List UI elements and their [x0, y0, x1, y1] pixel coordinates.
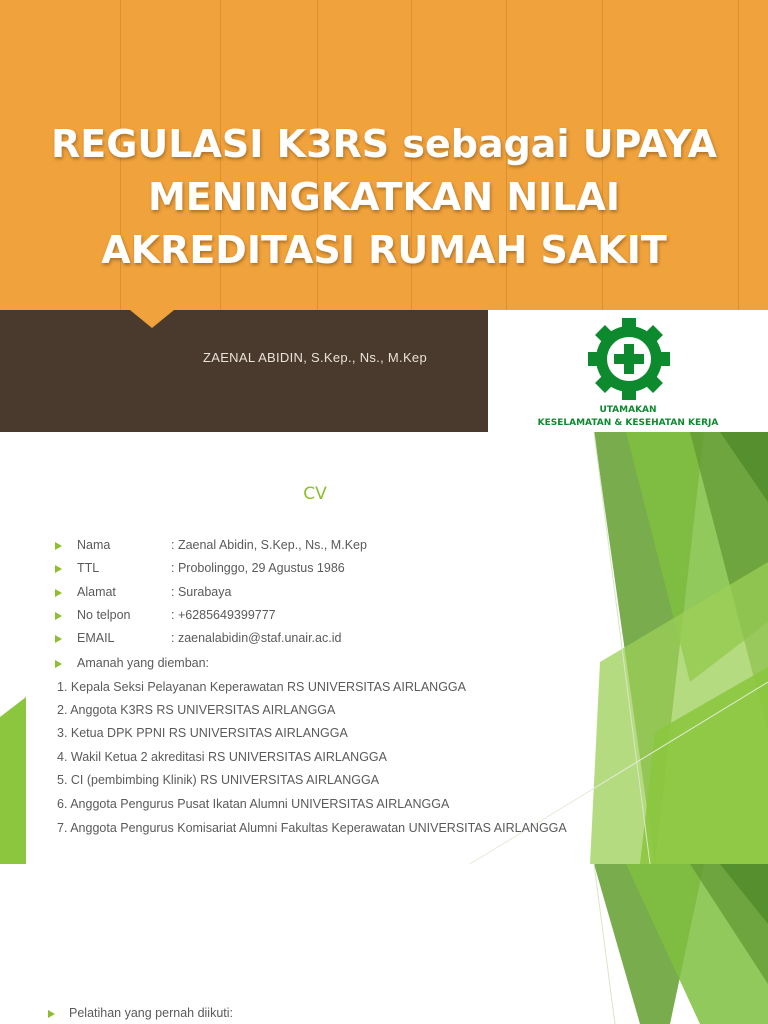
amanah-label: Amanah yang diemban: — [77, 656, 210, 670]
bullet-arrow-icon — [55, 589, 62, 597]
title-line: MENINGKATKAN NILAI — [147, 175, 621, 219]
author-band — [0, 310, 488, 432]
field-value: : Surabaya — [171, 585, 232, 599]
logo-caption-line1: UTAMAKAN — [599, 405, 657, 415]
logo-caption-line2: KESELAMATAN & KESEHATAN KERJA — [537, 418, 719, 428]
amanah-item: 7. Anggota Pengurus Komisariat Alumni Fakultas Keperawatan UNIVERSITAS AIRLANGGA — [57, 821, 567, 835]
k3-gear-cross-icon — [583, 318, 675, 400]
bullet-arrow-icon — [55, 660, 62, 668]
training-slide — [0, 864, 768, 1024]
decorative-green-triangles — [0, 864, 768, 1024]
title-line: AKREDITASI RUMAH SAKIT — [101, 228, 667, 272]
bullet-arrow-icon — [55, 635, 62, 643]
bullet-arrow-icon — [55, 612, 62, 620]
amanah-item: 5. CI (pembimbing Klinik) RS UNIVERSITAS AIRLANGGA — [57, 773, 380, 787]
cv-field-row — [0, 561, 600, 577]
bullet-arrow-icon — [55, 542, 62, 550]
title-slide — [0, 0, 768, 432]
band-notch — [130, 310, 174, 328]
field-label: TTL — [77, 561, 100, 575]
bullet-arrow-icon — [48, 1010, 55, 1018]
amanah-row — [0, 656, 600, 672]
cv-details — [0, 432, 768, 864]
field-label: Alamat — [77, 585, 116, 599]
field-label: Nama — [77, 538, 111, 552]
amanah-item: 2. Anggota K3RS RS UNIVERSITAS AIRLANGGA — [57, 703, 336, 717]
field-value: : Probolinggo, 29 Agustus 1986 — [171, 561, 345, 575]
cv-field-row — [0, 585, 600, 601]
field-value: : Zaenal Abidin, S.Kep., Ns., M.Kep — [171, 538, 367, 552]
author-name: ZAENAL ABIDIN, S.Kep., Ns., M.Kep — [203, 350, 427, 365]
amanah-item: 6. Anggota Pengurus Pusat Ikatan Alumni UNIVERSITAS AIRLANGGA — [57, 797, 450, 811]
cv-heading: CV — [303, 484, 327, 504]
training-label: Pelatihan yang pernah diikuti: — [69, 1006, 234, 1020]
bullet-arrow-icon — [55, 565, 62, 573]
cv-slide — [0, 432, 768, 864]
field-value: : zaenalabidin@staf.unair.ac.id — [171, 631, 342, 645]
slide-title — [20, 118, 748, 277]
cv-field-row — [0, 538, 600, 554]
field-label: No telpon — [77, 608, 131, 622]
title-line: REGULASI K3RS sebagai UPAYA — [51, 122, 717, 166]
field-value: : +6285649399777 — [171, 608, 276, 622]
field-label: EMAIL — [77, 631, 115, 645]
cv-field-row — [0, 631, 600, 647]
amanah-item: 4. Wakil Ketua 2 akreditasi RS UNIVERSITAS AIRLANGGA — [57, 750, 387, 764]
amanah-item: 1. Kepala Seksi Pelayanan Keperawatan RS UNIVERSITAS AIRLANGGA — [57, 680, 466, 694]
amanah-item: 3. Ketua DPK PPNI RS UNIVERSITAS AIRLANGGA — [57, 726, 348, 740]
cv-field-row — [0, 608, 600, 624]
